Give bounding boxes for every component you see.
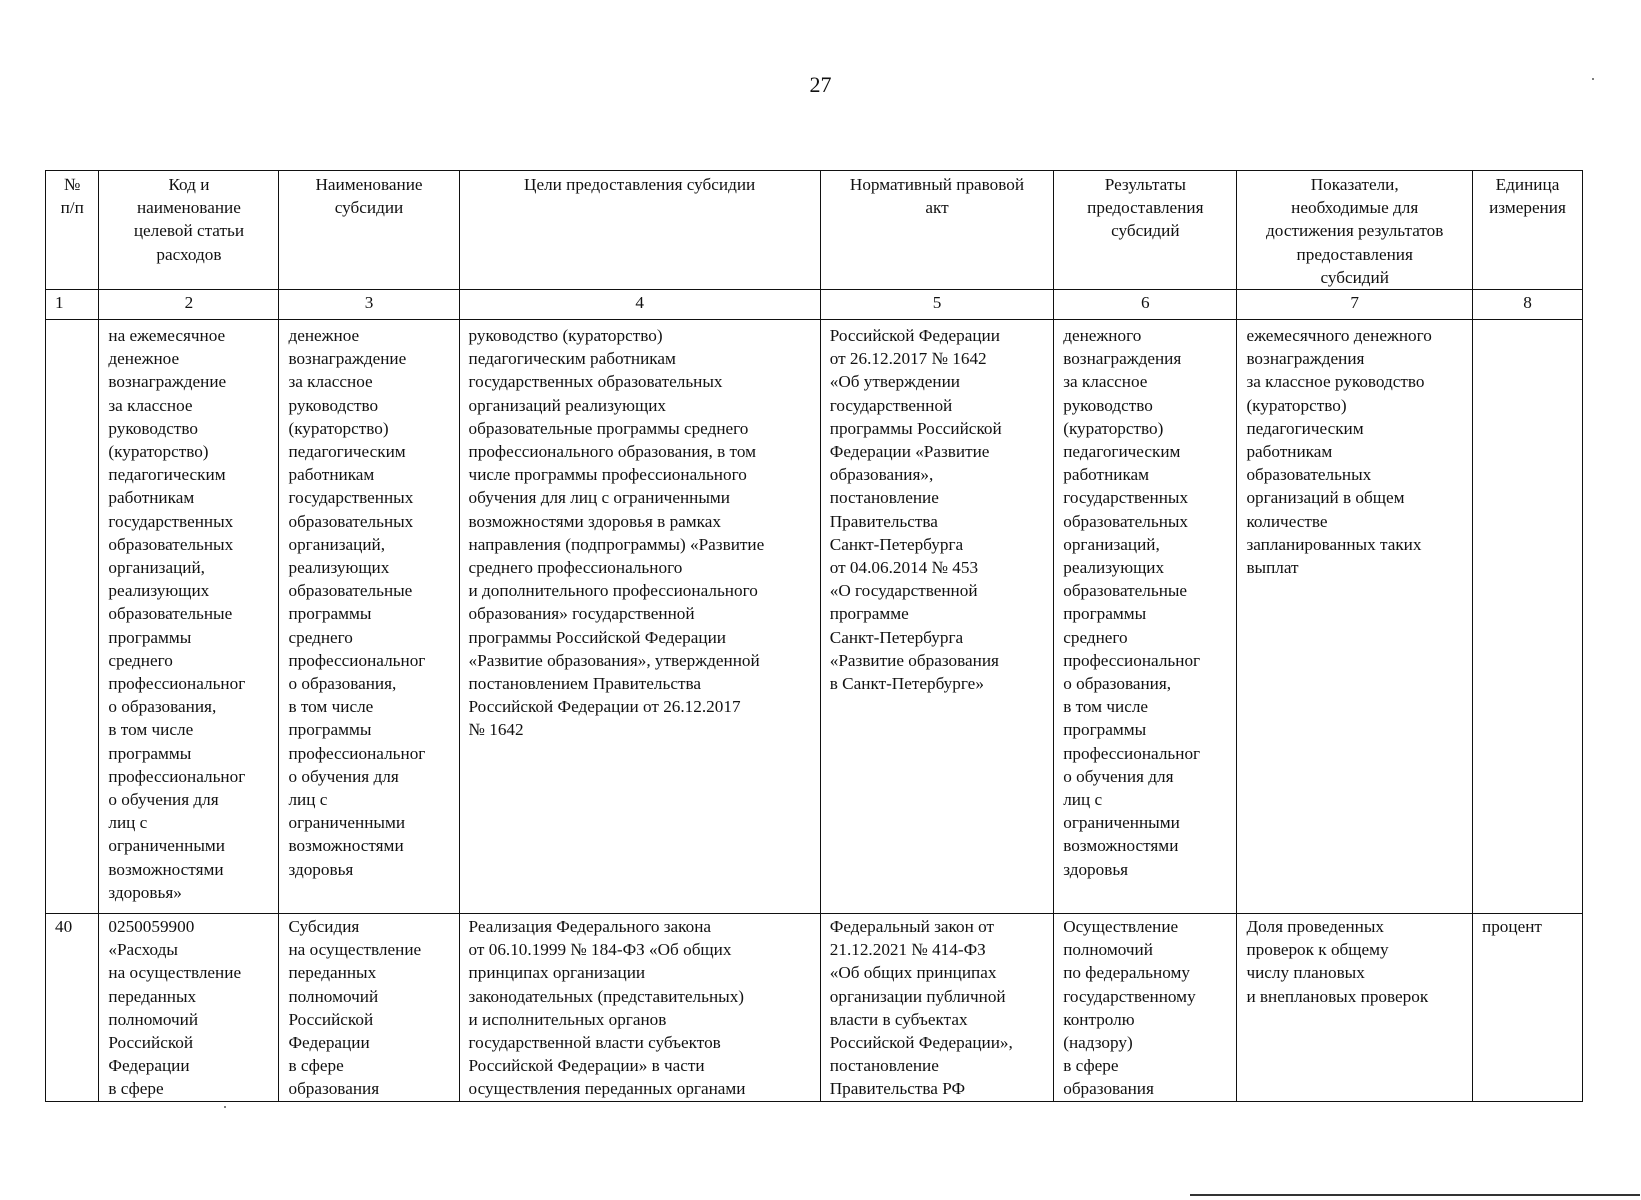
cell-results: Осуществление полномочий по федеральному государственному контролю (надзору) в сфере образования — [1054, 914, 1237, 1102]
header-results: Результаты предоставления субсидий — [1054, 171, 1237, 290]
table-header-row — [46, 171, 1583, 290]
subsidy-table — [45, 170, 1583, 1102]
header-subsidy-name: Наименование субсидии — [279, 171, 459, 290]
scan-speck — [224, 1106, 226, 1108]
cell-goals: руководство (кураторство) педагогическим работникам государственных образовательных организаций реализующих образовательные программы среднего профессионального образования, в том числе программы профессионального обучения для лиц с ограниченными возможностями здоровья в рамках направления (подпрограммы) «Развитие среднего профессионального и дополнительного профессионального образования» государственной программы Российской Федерации «Развитие образования», утвержденной постановлением Правительства Российской Федерации от 26.12.2017 № 1642 — [459, 320, 820, 914]
column-number: 7 — [1237, 290, 1473, 320]
cell-subsidy-name: Субсидия на осуществление переданных полномочий Российской Федерации в сфере образования — [279, 914, 459, 1102]
cell-number: 40 — [46, 914, 99, 1102]
header-number: № п/п — [46, 171, 99, 290]
header-indicators: Показатели, необходимые для достижения результатов предоставления субсидий — [1237, 171, 1473, 290]
column-number: 1 — [46, 290, 99, 320]
column-number: 3 — [279, 290, 459, 320]
cell-unit — [1473, 320, 1583, 914]
column-number: 8 — [1473, 290, 1583, 320]
cell-indicators: ежемесячного денежного вознаграждения за классное руководство (кураторство) педагогическим работникам образовательных организаций в общем количестве запланированных таких выплат — [1237, 320, 1473, 914]
header-unit: Единица измерения — [1473, 171, 1583, 290]
cell-code: 0250059900 «Расходы на осуществление переданных полномочий Российской Федерации в сфере — [99, 914, 279, 1102]
cell-legal-act: Федеральный закон от 21.12.2021 № 414-ФЗ «Об общих принципах организации публичной власти в субъектах Российской Федерации», постановление Правительства РФ — [820, 914, 1053, 1102]
cell-legal-act: Российской Федерации от 26.12.2017 № 1642 «Об утверждении государственной программы Российской Федерации «Развитие образования», постановление Правительства Санкт-Петербурга от 04.06.2014 № 453 «О государственной программе Санкт-Петербурга «Развитие образования в Санкт-Петербурге» — [820, 320, 1053, 914]
header-code: Код и наименование целевой статьи расходов — [99, 171, 279, 290]
table-row — [46, 914, 1583, 1102]
column-number: 6 — [1054, 290, 1237, 320]
page-number: 27 — [809, 72, 832, 97]
scan-speck — [1592, 78, 1594, 80]
column-numbers-row — [46, 290, 1583, 320]
cell-unit: процент — [1473, 914, 1583, 1102]
cell-results: денежного вознаграждения за классное руководство (кураторство) педагогическим работникам государственных образовательных организаций, реализующих образовательные программы среднего профессиональног о образования, в том числе программы профессиональног о обучения для лиц с ограниченными возможностями здоровья — [1054, 320, 1237, 914]
header-legal-act: Нормативный правовой акт — [820, 171, 1053, 290]
column-number: 2 — [99, 290, 279, 320]
cell-goals: Реализация Федерального закона от 06.10.1999 № 184-ФЗ «Об общих принципах организации законодательных (представительных) и исполнительных органов государственной власти субъектов Российской Федерации» в части осуществления переданных органами — [459, 914, 820, 1102]
cell-number — [46, 320, 99, 914]
scan-edge-line — [1190, 1194, 1640, 1196]
cell-code: на ежемесячное денежное вознаграждение за классное руководство (кураторство) педагогическим работникам государственных образовательных организаций, реализующих образовательные программы среднего профессиональног о образования, в том числе программы профессиональног о обучения для лиц с ограниченными возможностями здоровья» — [99, 320, 279, 914]
table-row — [46, 320, 1583, 914]
header-goals: Цели предоставления субсидии — [459, 171, 820, 290]
column-number: 5 — [820, 290, 1053, 320]
column-number: 4 — [459, 290, 820, 320]
cell-indicators: Доля проведенных проверок к общему числу плановых и внеплановых проверок — [1237, 914, 1473, 1102]
cell-subsidy-name: денежное вознаграждение за классное руководство (кураторство) педагогическим работникам государственных образовательных организаций, реализующих образовательные программы среднего профессиональног о образования, в том числе программы профессиональног о обучения для лиц с ограниченными возможностями здоровья — [279, 320, 459, 914]
